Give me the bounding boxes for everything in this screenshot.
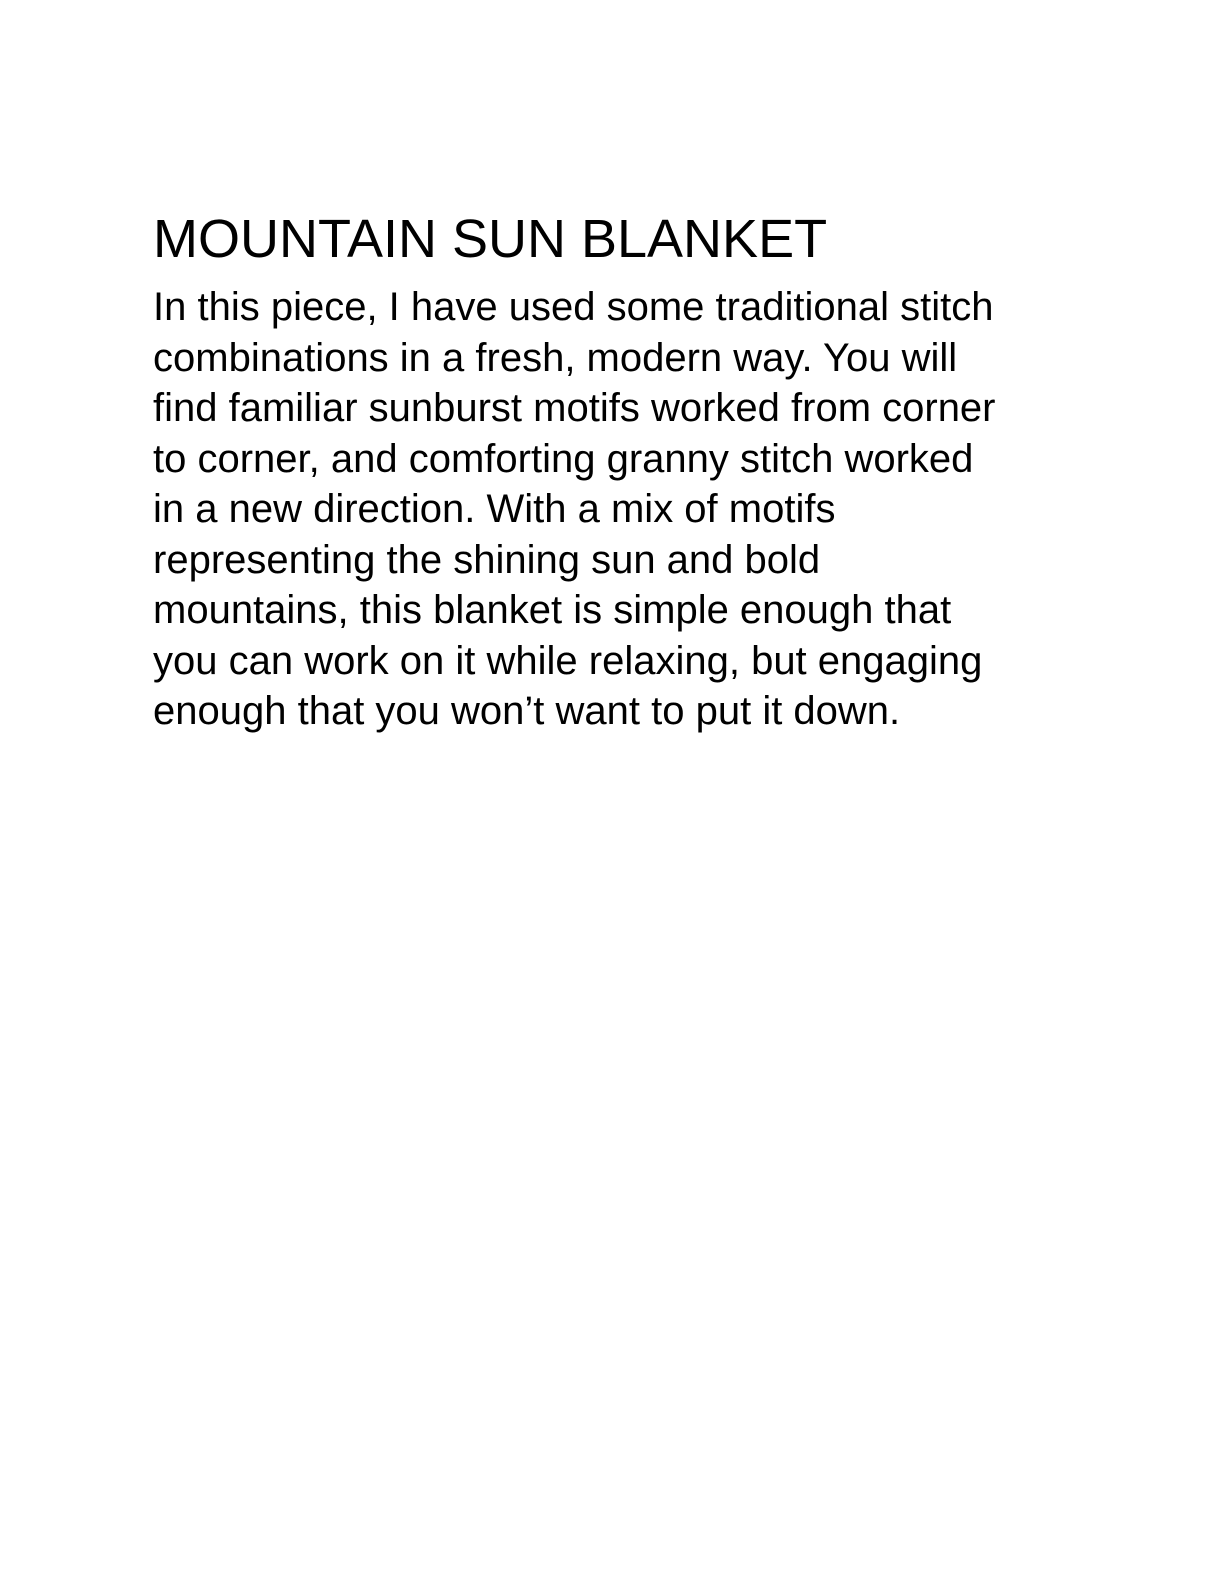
- paragraph-line: to corner, and comforting granny stitch worked: [153, 436, 974, 481]
- paragraph-line: find familiar sunburst motifs worked from corner: [153, 386, 996, 430]
- paragraph-line: combinations in a fresh, modern way. You will: [153, 335, 958, 380]
- paragraph-line: mountains, this blanket is simple enough that: [153, 588, 952, 632]
- paragraph-line: you can work on it while relaxing, but engaging: [153, 638, 983, 683]
- document-content: [153, 208, 1053, 737]
- intro-paragraph: [153, 282, 1053, 737]
- paragraph-line: In this piece, I have used some traditional stitch: [153, 285, 994, 329]
- paragraph-line: in a new direction. With a mix of motifs: [153, 487, 836, 531]
- paragraph-line: enough that you won’t want to put it down.: [153, 689, 901, 733]
- paragraph-line: representing the shining sun and bold: [153, 537, 821, 582]
- page-title: MOUNTAIN SUN BLANKET: [153, 209, 828, 269]
